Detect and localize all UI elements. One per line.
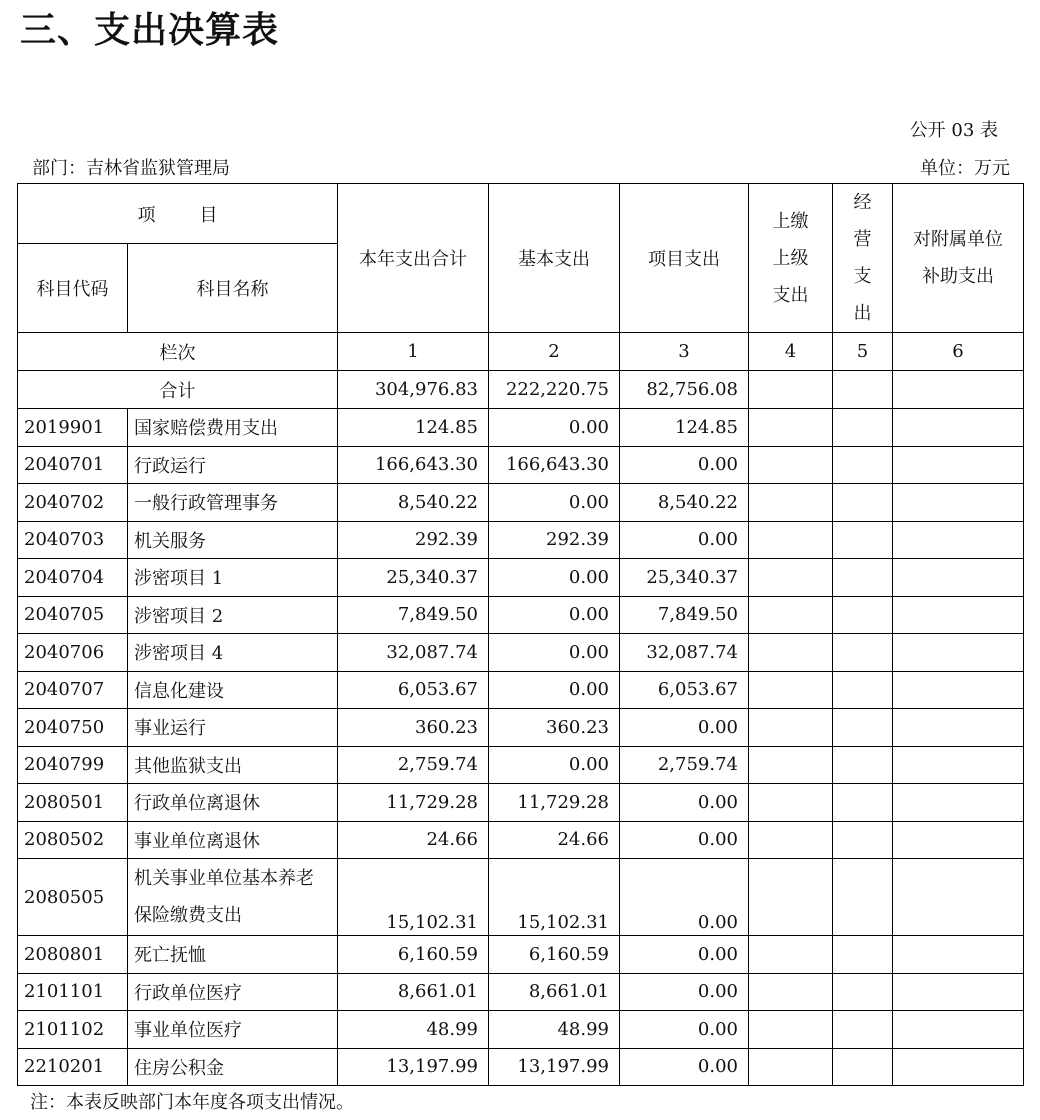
- upper-header: [749, 184, 833, 333]
- row-empty-cell: [749, 784, 833, 822]
- row-total: 15,102.31: [338, 859, 489, 936]
- table-row: [18, 709, 1024, 747]
- item-header: 项 目: [18, 184, 338, 244]
- row-empty-cell: [833, 596, 893, 634]
- row-project: 0.00: [620, 521, 749, 559]
- row-name: 行政运行: [128, 446, 338, 484]
- subsidy-header-line: 补助支出: [922, 266, 994, 287]
- row-basic: 0.00: [489, 634, 620, 672]
- subsidy-header: [893, 184, 1024, 333]
- row-name: 其他监狱支出: [128, 746, 338, 784]
- col-num: 1: [338, 333, 489, 371]
- row-total: 13,197.99: [338, 1048, 489, 1086]
- row-empty-cell: [833, 784, 893, 822]
- row-project: 0.00: [620, 446, 749, 484]
- row-empty-cell: [893, 1048, 1024, 1086]
- row-empty-cell: [833, 936, 893, 974]
- basic-header: 基本支出: [489, 184, 620, 333]
- form-number: 公开 03 表: [909, 120, 998, 141]
- row-code: 2101102: [18, 1011, 128, 1049]
- row-empty-cell: [893, 596, 1024, 634]
- row-total: 124.85: [338, 409, 489, 447]
- row-code: 2040707: [18, 671, 128, 709]
- row-total: 32,087.74: [338, 634, 489, 672]
- lanci-label: 栏次: [18, 333, 338, 371]
- row-project: 0.00: [620, 821, 749, 859]
- row-empty-cell: [749, 821, 833, 859]
- row-project: 0.00: [620, 859, 749, 936]
- subsidy-value: [893, 371, 1024, 409]
- table-row: [18, 559, 1024, 597]
- row-project: 0.00: [620, 973, 749, 1011]
- row-project: 32,087.74: [620, 634, 749, 672]
- row-name: 住房公积金: [128, 1048, 338, 1086]
- row-empty-cell: [749, 634, 833, 672]
- row-name: 行政单位离退休: [128, 784, 338, 822]
- row-empty-cell: [893, 484, 1024, 522]
- row-empty-cell: [833, 859, 893, 936]
- table-row: [18, 973, 1024, 1011]
- row-code: 2080801: [18, 936, 128, 974]
- row-empty-cell: [893, 821, 1024, 859]
- row-empty-cell: [833, 484, 893, 522]
- row-basic: 6,160.59: [489, 936, 620, 974]
- row-total: 48.99: [338, 1011, 489, 1049]
- row-basic: 166,643.30: [489, 446, 620, 484]
- row-empty-cell: [749, 409, 833, 447]
- code-header: 科目代码: [18, 244, 128, 333]
- row-empty-cell: [749, 1011, 833, 1049]
- row-total: 8,661.01: [338, 973, 489, 1011]
- row-empty-cell: [749, 859, 833, 936]
- table-row: [18, 821, 1024, 859]
- subsidy-header-line: 对附属单位: [913, 229, 1003, 250]
- operating-header-char: 出: [853, 303, 872, 324]
- project-header: 项目支出: [620, 184, 749, 333]
- row-name: 一般行政管理事务: [128, 484, 338, 522]
- footnote: 注：本表反映部门本年度各项支出情况。: [30, 1092, 354, 1113]
- row-empty-cell: [893, 559, 1024, 597]
- row-total: 166,643.30: [338, 446, 489, 484]
- row-total: 360.23: [338, 709, 489, 747]
- row-total: 6,053.67: [338, 671, 489, 709]
- col-num: 4: [749, 333, 833, 371]
- row-empty-cell: [749, 746, 833, 784]
- row-basic: 0.00: [489, 596, 620, 634]
- row-empty-cell: [833, 446, 893, 484]
- total-row-label: 合计: [18, 371, 338, 409]
- operating-value: [833, 371, 893, 409]
- total-value: 304,976.83: [338, 371, 489, 409]
- operating-header: [833, 184, 893, 333]
- row-empty-cell: [893, 973, 1024, 1011]
- upper-header-line: 支出: [772, 284, 809, 306]
- name-header: 科目名称: [128, 244, 338, 333]
- unit-label: 单位：万元: [920, 158, 1010, 179]
- table-row: [18, 521, 1024, 559]
- row-empty-cell: [749, 596, 833, 634]
- row-name: 事业单位离退休: [128, 821, 338, 859]
- row-basic: 0.00: [489, 671, 620, 709]
- row-name: 涉密项目 2: [128, 596, 338, 634]
- row-code: 2040703: [18, 521, 128, 559]
- row-code: 2040706: [18, 634, 128, 672]
- row-project: 124.85: [620, 409, 749, 447]
- table-row: [18, 634, 1024, 672]
- row-total: 7,849.50: [338, 596, 489, 634]
- table-row: [18, 1048, 1024, 1086]
- expenditure-table: [17, 183, 1024, 1086]
- row-name: 死亡抚恤: [128, 936, 338, 974]
- row-basic: 15,102.31: [489, 859, 620, 936]
- row-name: 涉密项目 1: [128, 559, 338, 597]
- upper-header-line: 上级: [772, 247, 809, 269]
- operating-header-char: 支: [853, 266, 872, 287]
- row-name: 机关服务: [128, 521, 338, 559]
- row-code: 2080501: [18, 784, 128, 822]
- row-project: 2,759.74: [620, 746, 749, 784]
- row-basic: 24.66: [489, 821, 620, 859]
- row-project: 25,340.37: [620, 559, 749, 597]
- row-project: 0.00: [620, 1011, 749, 1049]
- col-num: 2: [489, 333, 620, 371]
- total-header: 本年支出合计: [338, 184, 489, 333]
- row-empty-cell: [893, 784, 1024, 822]
- row-empty-cell: [893, 709, 1024, 747]
- row-empty-cell: [833, 671, 893, 709]
- row-name: 国家赔偿费用支出: [128, 409, 338, 447]
- row-basic: 0.00: [489, 409, 620, 447]
- table-row: [18, 409, 1024, 447]
- row-empty-cell: [833, 409, 893, 447]
- basic-value: 222,220.75: [489, 371, 620, 409]
- table-row: [18, 784, 1024, 822]
- operating-header-char: 经: [853, 192, 872, 213]
- row-project: 6,053.67: [620, 671, 749, 709]
- row-total: 24.66: [338, 821, 489, 859]
- row-empty-cell: [749, 1048, 833, 1086]
- row-code: 2019901: [18, 409, 128, 447]
- page-title: 三、支出决算表: [20, 10, 280, 51]
- table-row: [18, 859, 1024, 936]
- row-total: 6,160.59: [338, 936, 489, 974]
- row-name: 事业单位医疗: [128, 1011, 338, 1049]
- row-basic: 13,197.99: [489, 1048, 620, 1086]
- row-basic: 48.99: [489, 1011, 620, 1049]
- table-row: [18, 936, 1024, 974]
- row-total: 2,759.74: [338, 746, 489, 784]
- row-empty-cell: [833, 634, 893, 672]
- row-project: 0.00: [620, 936, 749, 974]
- row-basic: 360.23: [489, 709, 620, 747]
- row-empty-cell: [833, 821, 893, 859]
- row-empty-cell: [833, 559, 893, 597]
- department-label: 部门：吉林省监狱管理局: [32, 158, 230, 179]
- upper-header-line: 上缴: [772, 210, 809, 232]
- table-row: [18, 746, 1024, 784]
- row-total: 11,729.28: [338, 784, 489, 822]
- row-code: 2040701: [18, 446, 128, 484]
- table-row: [18, 671, 1024, 709]
- row-project: 0.00: [620, 784, 749, 822]
- row-code: 2210201: [18, 1048, 128, 1086]
- row-project: 0.00: [620, 1048, 749, 1086]
- row-name: 信息化建设: [128, 671, 338, 709]
- row-empty-cell: [749, 709, 833, 747]
- row-empty-cell: [833, 521, 893, 559]
- row-name: 事业运行: [128, 709, 338, 747]
- row-empty-cell: [893, 521, 1024, 559]
- row-empty-cell: [749, 936, 833, 974]
- row-empty-cell: [749, 559, 833, 597]
- row-empty-cell: [893, 859, 1024, 936]
- row-basic: 292.39: [489, 521, 620, 559]
- row-code: 2101101: [18, 973, 128, 1011]
- table-row: [18, 484, 1024, 522]
- row-empty-cell: [833, 746, 893, 784]
- row-project: 8,540.22: [620, 484, 749, 522]
- row-basic: 11,729.28: [489, 784, 620, 822]
- upper-value: [749, 371, 833, 409]
- row-basic: 8,661.01: [489, 973, 620, 1011]
- row-basic: 0.00: [489, 746, 620, 784]
- row-empty-cell: [893, 634, 1024, 672]
- row-empty-cell: [749, 446, 833, 484]
- row-code: 2040702: [18, 484, 128, 522]
- col-num: 5: [833, 333, 893, 371]
- row-empty-cell: [749, 521, 833, 559]
- table-row: [18, 1011, 1024, 1049]
- row-empty-cell: [893, 1011, 1024, 1049]
- row-code: 2040799: [18, 746, 128, 784]
- row-empty-cell: [893, 746, 1024, 784]
- row-empty-cell: [833, 709, 893, 747]
- row-code: 2040704: [18, 559, 128, 597]
- row-code: 2080505: [18, 859, 128, 936]
- row-empty-cell: [749, 484, 833, 522]
- row-total: 292.39: [338, 521, 489, 559]
- row-total: 25,340.37: [338, 559, 489, 597]
- row-total: 8,540.22: [338, 484, 489, 522]
- project-value: 82,756.08: [620, 371, 749, 409]
- row-name: 行政单位医疗: [128, 973, 338, 1011]
- row-empty-cell: [833, 1011, 893, 1049]
- row-project: 0.00: [620, 709, 749, 747]
- row-empty-cell: [833, 1048, 893, 1086]
- row-code: 2080502: [18, 821, 128, 859]
- row-empty-cell: [833, 973, 893, 1011]
- table-row: [18, 446, 1024, 484]
- row-code: 2040705: [18, 596, 128, 634]
- row-empty-cell: [893, 936, 1024, 974]
- row-empty-cell: [749, 973, 833, 1011]
- col-num: 3: [620, 333, 749, 371]
- row-name: 涉密项目 4: [128, 634, 338, 672]
- operating-header-char: 营: [853, 229, 872, 250]
- row-name: 机关事业单位基本养老保险缴费支出: [128, 859, 338, 936]
- row-empty-cell: [893, 409, 1024, 447]
- total-row: [18, 371, 1024, 409]
- row-basic: 0.00: [489, 484, 620, 522]
- row-empty-cell: [893, 446, 1024, 484]
- col-num: 6: [893, 333, 1024, 371]
- table-row: [18, 596, 1024, 634]
- row-code: 2040750: [18, 709, 128, 747]
- row-basic: 0.00: [489, 559, 620, 597]
- row-empty-cell: [749, 671, 833, 709]
- row-project: 7,849.50: [620, 596, 749, 634]
- row-empty-cell: [893, 671, 1024, 709]
